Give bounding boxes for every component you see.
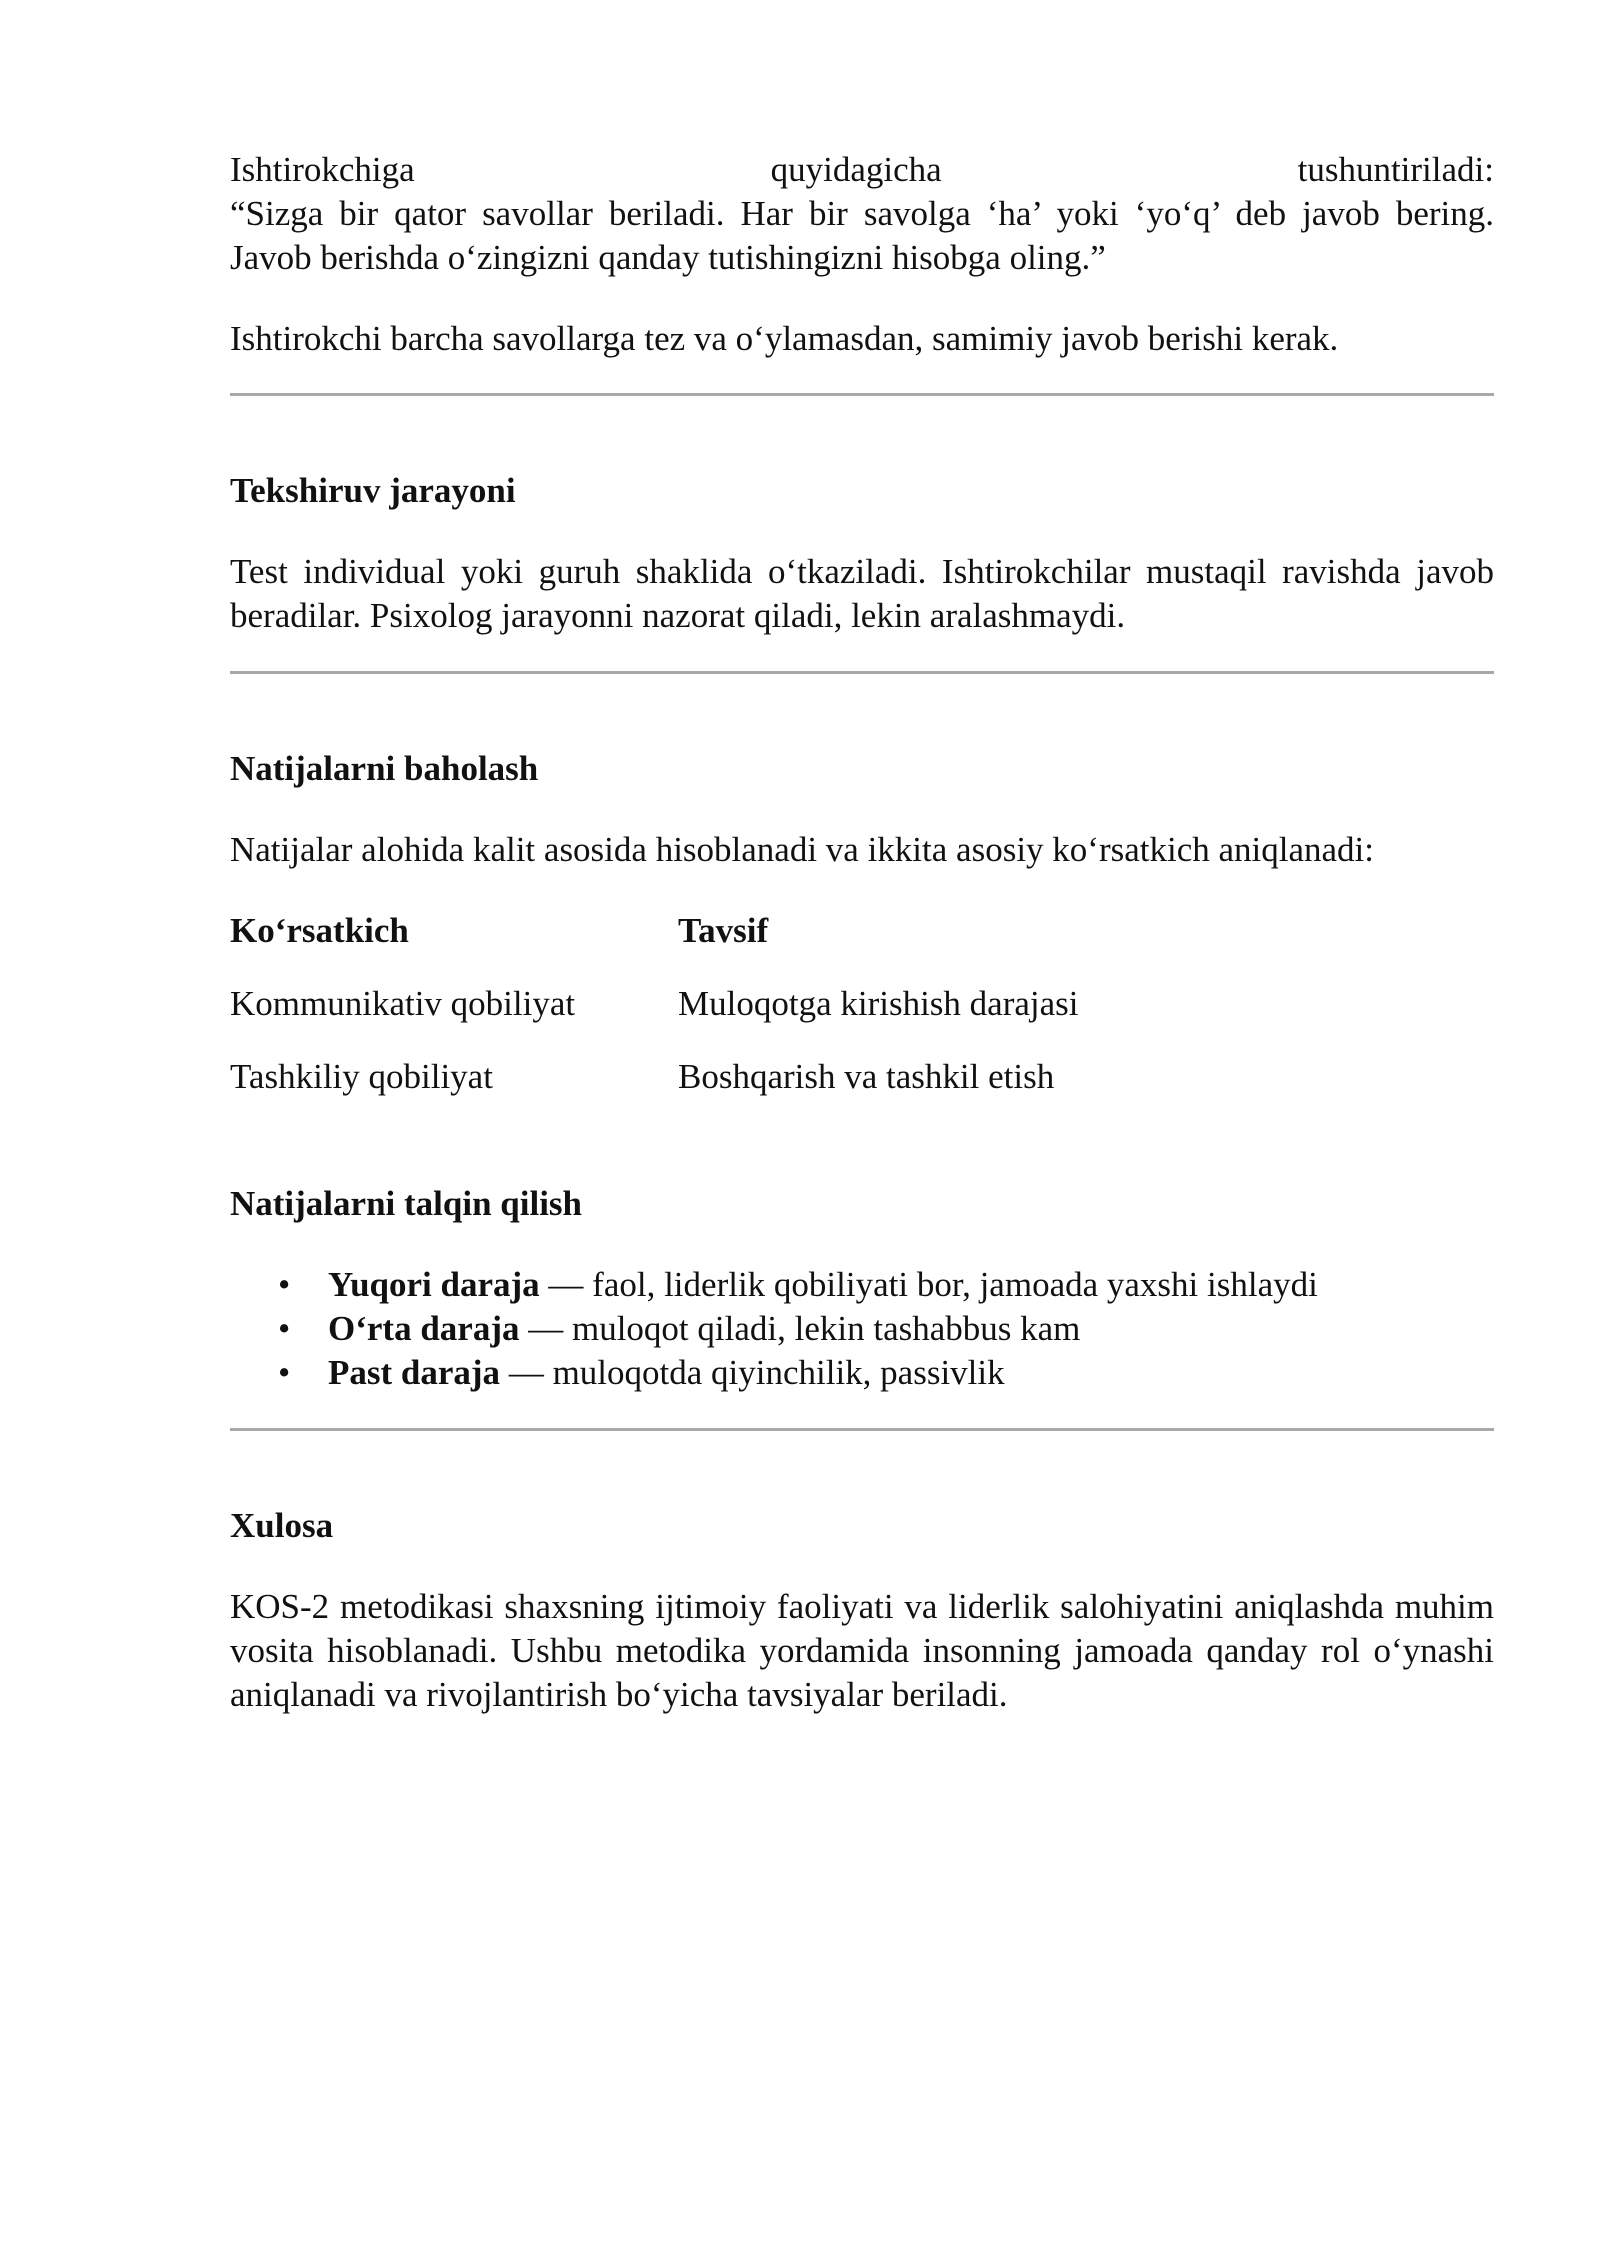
interpretation-list <box>230 1263 1494 1395</box>
divider-2 <box>230 671 1494 674</box>
bullet-icon: • <box>278 1265 291 1304</box>
list-item <box>230 1263 1494 1307</box>
table-header-indicator: Ko‘rsatkich <box>230 911 409 950</box>
heading-evaluation: Natijalarni baholash <box>230 749 539 788</box>
divider-1 <box>230 393 1494 396</box>
table-cell: Tashkiliy qobiliyat <box>230 1057 493 1096</box>
intro-line-1 <box>230 148 1494 192</box>
bullet-icon: • <box>278 1353 291 1392</box>
table-header-row <box>230 909 1079 982</box>
intro-paragraph-2: Ishtirokchi barcha savollarga tez va o‘ylamasdan, samimiy javob berishi kerak. <box>230 319 1339 358</box>
intro-line-3: Javob berishda o‘zingizni qanday tutishingizni hisobga oling.” <box>230 238 1106 277</box>
heading-conclusion: Xulosa <box>230 1506 334 1545</box>
table-row <box>230 982 1079 1055</box>
list-item-desc: — faol, liderlik qobiliyati bor, jamoada yaxshi ishlaydi <box>539 1265 1318 1304</box>
intro-line-2: “Sizga bir qator savollar beriladi. Har bir savolga ‘ha’ yoki ‘yo‘q’ deb javob bering. <box>230 194 1494 233</box>
list-item <box>230 1351 1494 1395</box>
list-item-term: Yuqori daraja <box>328 1265 540 1304</box>
indicators-table <box>230 909 1079 1128</box>
list-item <box>230 1307 1494 1351</box>
table-header-description: Tavsif <box>678 911 769 950</box>
divider-3 <box>230 1428 1494 1431</box>
list-item-term: O‘rta daraja <box>328 1309 520 1348</box>
table-row <box>230 1055 1079 1128</box>
list-item-desc: — muloqot qiladi, lekin tashabbus kam <box>519 1309 1081 1348</box>
table-cell: Muloqotga kirishish darajasi <box>678 984 1079 1023</box>
heading-process: Tekshiruv jarayoni <box>230 471 516 510</box>
bullet-icon: • <box>278 1309 291 1348</box>
intro-word-3: tushuntiriladi: <box>1297 150 1494 189</box>
table-cell: Kommunikativ qobiliyat <box>230 984 576 1023</box>
table-cell: Boshqarish va tashkil etish <box>678 1057 1055 1096</box>
document-page <box>230 148 1494 1717</box>
process-body: Test individual yoki guruh shaklida o‘tkaziladi. Ishtirokchilar mustaqil ravishda javob beradilar. Psixolog jarayonni nazorat qiladi, lekin aralashmaydi. <box>230 552 1494 635</box>
conclusion-body: KOS-2 metodikasi shaxsning ijtimoiy faoliyati va liderlik salohiyatini aniqlashda muhim vosita hisoblanadi. Ushbu metodika yordamida insonning jamoada qanday rol o‘ynashi aniqlanadi va rivojlantirish bo‘yicha tavsiyalar beriladi. <box>230 1587 1494 1714</box>
list-item-desc: — muloqotda qiyinchilik, passivlik <box>500 1353 1005 1392</box>
intro-word-2: quyidagicha <box>770 150 942 189</box>
list-item-term: Past daraja <box>328 1353 501 1392</box>
evaluation-body: Natijalar alohida kalit asosida hisoblanadi va ikkita asosiy ko‘rsatkich aniqlanadi: <box>230 830 1374 869</box>
heading-interpretation: Natijalarni talqin qilish <box>230 1184 583 1223</box>
intro-word-1: Ishtirokchiga <box>230 150 415 189</box>
